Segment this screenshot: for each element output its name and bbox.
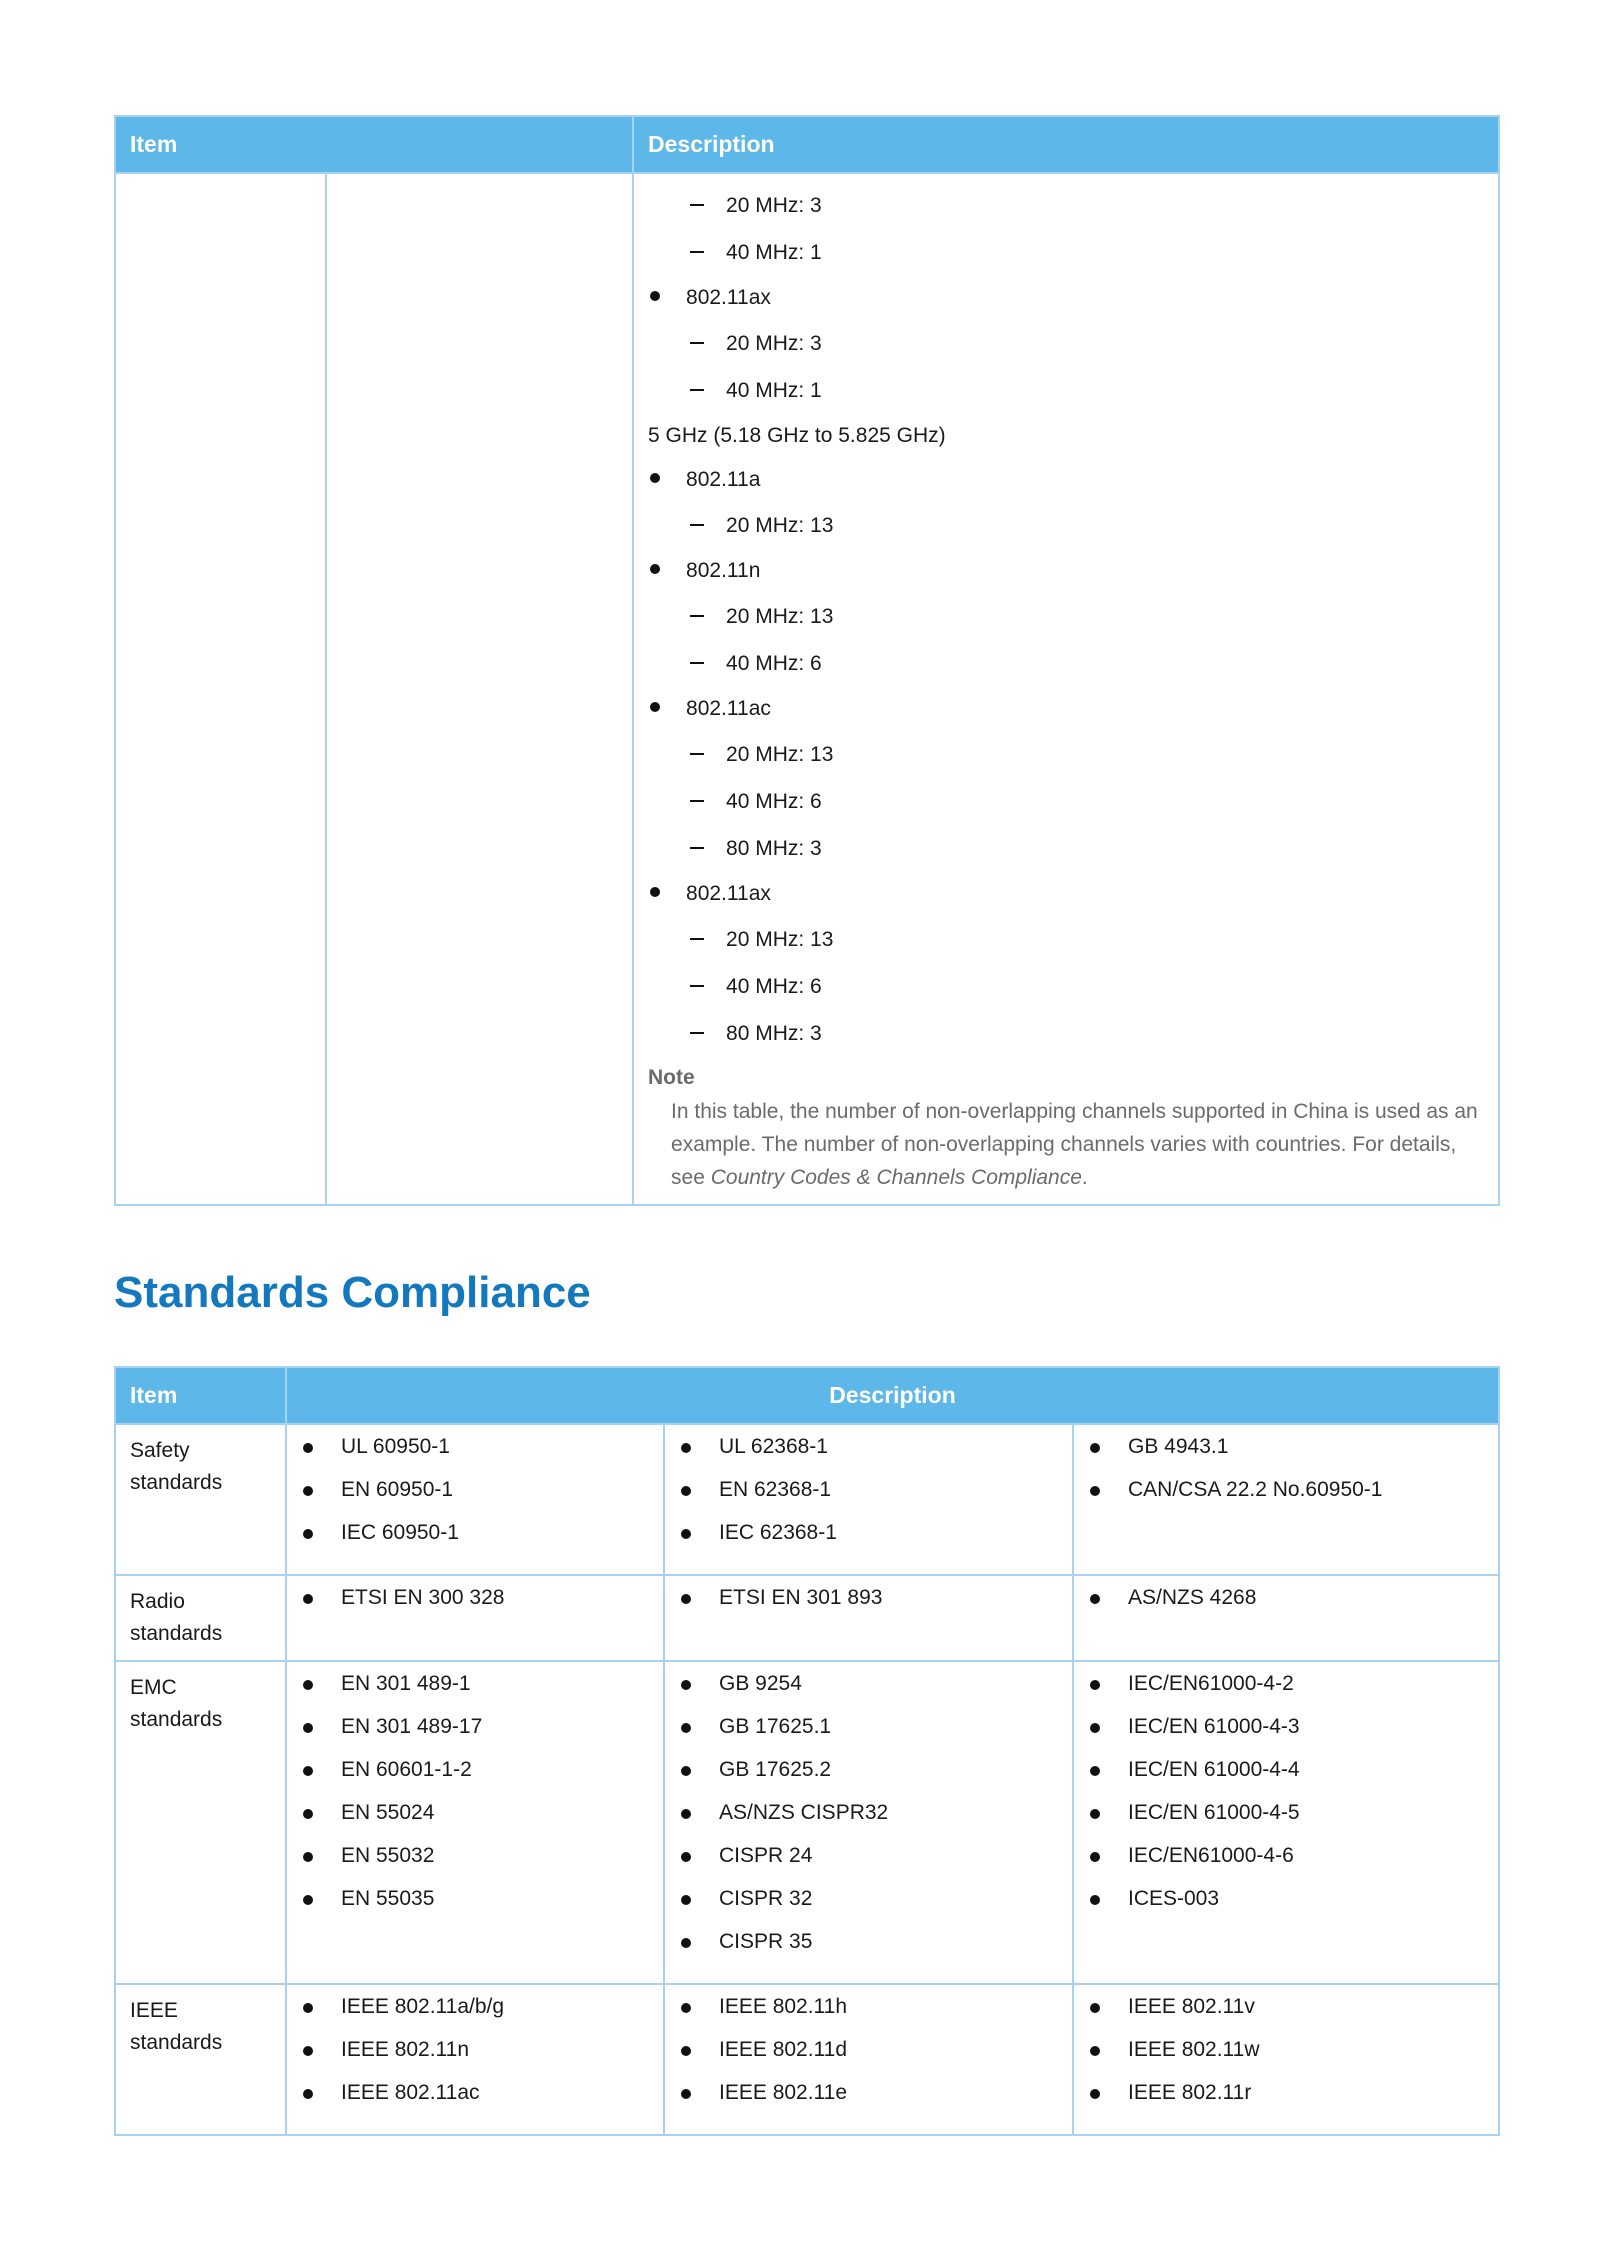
standard-name: IEC/EN 61000-4-3 <box>1128 1715 1300 1738</box>
list-item <box>1088 1478 1484 1521</box>
list-item <box>1088 2081 1484 2124</box>
bullet-icon <box>303 1852 313 1862</box>
note-text-after: . <box>1081 1166 1088 1189</box>
standard-name: IEC 62368-1 <box>719 1521 837 1544</box>
table-header-row <box>115 116 1499 173</box>
dash-icon <box>690 389 704 391</box>
bullet-icon <box>1090 2003 1100 2013</box>
bullet-icon <box>1090 1852 1100 1862</box>
bullet-icon <box>681 1809 691 1819</box>
bullet-icon <box>303 1680 313 1690</box>
line-text: 20 MHz: 13 <box>726 513 834 537</box>
standard-name: IEEE 802.11d <box>719 2038 848 2061</box>
list-item <box>1088 1758 1484 1801</box>
bullet-icon <box>681 1766 691 1776</box>
line-text: 80 MHz: 3 <box>726 1021 822 1045</box>
bullet-icon <box>681 1529 691 1539</box>
list-item <box>679 2081 1058 2124</box>
bullet-icon <box>1090 1594 1100 1604</box>
list-item <box>301 1521 649 1564</box>
dash-icon <box>690 985 704 987</box>
standard-name: IEEE 802.11w <box>1128 2038 1260 2061</box>
standard-name: AS/NZS 4268 <box>1128 1586 1257 1609</box>
dash-icon <box>690 753 704 755</box>
dash-icon <box>690 524 704 526</box>
standard-name: CISPR 24 <box>719 1844 813 1867</box>
dash-icon <box>690 847 704 849</box>
dash-icon <box>690 342 704 344</box>
bullet-icon <box>303 1443 313 1453</box>
list-item <box>1088 1801 1484 1844</box>
line-text: 20 MHz: 3 <box>726 331 822 355</box>
line-text: 802.11ac <box>686 697 771 720</box>
standards-list <box>301 1995 649 2124</box>
line-text: 802.11a <box>686 468 761 491</box>
line-text: 802.11ax <box>686 882 771 905</box>
list-item <box>301 1758 649 1801</box>
row-item-label: EMC standards <box>115 1661 286 1984</box>
standard-name: IEEE 802.11ac <box>341 2081 480 2104</box>
standards-cell <box>664 1661 1073 1984</box>
bullet-icon <box>681 1895 691 1905</box>
list-item <box>679 1930 1058 1973</box>
bullet-icon <box>650 564 660 574</box>
standard-name: GB 9254 <box>719 1672 802 1695</box>
list-item <box>679 1995 1058 2038</box>
bullet-icon <box>303 2046 313 2056</box>
section-title: Standards Compliance <box>114 1268 591 1317</box>
dash-item <box>648 320 1484 367</box>
row-item-label: IEEE standards <box>115 1984 286 2135</box>
standard-name: EN 60950-1 <box>341 1478 454 1501</box>
bullet-icon <box>1090 1895 1100 1905</box>
bullet-icon <box>650 291 660 301</box>
line-text: 802.11ax <box>686 286 771 309</box>
list-item <box>301 2038 649 2081</box>
line-text: 20 MHz: 13 <box>726 742 834 766</box>
list-item <box>679 1478 1058 1521</box>
standard-name: IEEE 802.11h <box>719 1995 848 2018</box>
bullet-icon <box>1090 1486 1100 1496</box>
dash-icon <box>690 662 704 664</box>
standard-name: AS/NZS CISPR32 <box>719 1801 889 1824</box>
note-link[interactable]: Country Codes & Channels Compliance <box>710 1166 1082 1189</box>
list-item <box>301 1801 649 1844</box>
standard-name: CISPR 35 <box>719 1930 813 1953</box>
dash-icon <box>690 1032 704 1034</box>
bullet-icon <box>303 1809 313 1819</box>
standards-list <box>1088 1586 1484 1629</box>
bullet-icon <box>681 1938 691 1948</box>
standards-list <box>1088 1435 1484 1521</box>
standards-list <box>1088 1995 1484 2124</box>
standard-name: IEC 60950-1 <box>341 1521 459 1544</box>
description-cell <box>633 173 1499 1205</box>
standards-cell <box>1073 1661 1499 1984</box>
bullet-icon <box>1090 1723 1100 1733</box>
note-label: Note <box>648 1066 695 1089</box>
line-text: 802.11n <box>686 559 761 582</box>
list-item <box>1088 1995 1484 2038</box>
dash-item <box>648 182 1484 229</box>
list-item <box>679 1672 1058 1715</box>
dash-item <box>648 778 1484 825</box>
list-item <box>301 1435 649 1478</box>
bullet-icon <box>681 1443 691 1453</box>
header-item: Item <box>115 1367 286 1424</box>
dash-item <box>648 825 1484 872</box>
standard-name: IEEE 802.11v <box>1128 1995 1255 2018</box>
table-row <box>115 1424 1499 1575</box>
standards-cell <box>1073 1424 1499 1575</box>
standard-name: ETSI EN 301 893 <box>719 1586 883 1609</box>
standard-name: CAN/CSA 22.2 No.60950-1 <box>1128 1478 1383 1501</box>
bullet-icon <box>303 2089 313 2099</box>
standards-list <box>301 1672 649 1930</box>
standards-body <box>115 1424 1499 2135</box>
bullet-icon <box>681 1594 691 1604</box>
bullet-icon <box>1090 1680 1100 1690</box>
list-item <box>679 1801 1058 1844</box>
dash-item <box>648 1010 1484 1057</box>
standard-name: IEEE 802.11a/b/g <box>341 1995 505 2018</box>
bullet-icon <box>303 1895 313 1905</box>
bullet-icon <box>681 1680 691 1690</box>
bullet-item <box>648 458 1484 502</box>
dash-item <box>648 916 1484 963</box>
line-text: 40 MHz: 6 <box>726 651 822 675</box>
list-item <box>679 1521 1058 1564</box>
list-item <box>1088 2038 1484 2081</box>
dash-item <box>648 731 1484 778</box>
list-item <box>1088 1672 1484 1715</box>
line-text: 40 MHz: 1 <box>726 240 822 264</box>
bullet-icon <box>1090 1443 1100 1453</box>
standards-list <box>1088 1672 1484 1930</box>
table-row <box>115 173 1499 1205</box>
list-item <box>301 1672 649 1715</box>
list-item <box>1088 1887 1484 1930</box>
list-item <box>301 1887 649 1930</box>
bullet-icon <box>1090 2046 1100 2056</box>
standards-cell <box>1073 1575 1499 1661</box>
bullet-icon <box>1090 1809 1100 1819</box>
list-item <box>301 1715 649 1758</box>
bullet-icon <box>681 1852 691 1862</box>
list-item <box>679 2038 1058 2081</box>
standards-list <box>301 1435 649 1564</box>
note-text-before: In this table, the number of non-overlapping channels supported in China is used as an example. The number of non-overlapping channels varies with countries. For details, see <box>671 1100 1478 1189</box>
standards-list <box>679 1435 1058 1564</box>
standard-name: CISPR 32 <box>719 1887 813 1910</box>
standards-cell <box>286 1984 664 2135</box>
standard-name: EN 55024 <box>341 1801 435 1824</box>
list-item <box>679 1887 1058 1930</box>
standard-name: GB 17625.1 <box>719 1715 832 1738</box>
line-text: 40 MHz: 6 <box>726 974 822 998</box>
list-item <box>1088 1715 1484 1758</box>
bullet-icon <box>650 887 660 897</box>
bullet-icon <box>681 1486 691 1496</box>
bullet-item <box>648 276 1484 320</box>
dash-item <box>648 593 1484 640</box>
standard-name: UL 62368-1 <box>719 1435 828 1458</box>
bullet-icon <box>303 1723 313 1733</box>
bullet-icon <box>303 1766 313 1776</box>
standards-cell <box>286 1575 664 1661</box>
line-text: 20 MHz: 13 <box>726 604 834 628</box>
standards-cell <box>664 1424 1073 1575</box>
dash-item <box>648 640 1484 687</box>
bullet-icon <box>1090 1766 1100 1776</box>
list-item <box>1088 1844 1484 1887</box>
standard-name: IEC/EN 61000-4-4 <box>1128 1758 1300 1781</box>
dash-icon <box>690 251 704 253</box>
item-cell-empty <box>115 173 326 1205</box>
bullet-icon <box>650 473 660 483</box>
list-item <box>301 1844 649 1887</box>
standard-name: ICES-003 <box>1128 1887 1220 1910</box>
bullet-icon <box>650 702 660 712</box>
standards-list <box>679 1586 1058 1629</box>
dash-icon <box>690 938 704 940</box>
standards-list <box>679 1672 1058 1973</box>
line-text: 40 MHz: 1 <box>726 378 822 402</box>
bullet-item <box>648 687 1484 731</box>
standards-cell <box>664 1984 1073 2135</box>
standard-name: EN 301 489-17 <box>341 1715 483 1738</box>
dash-icon <box>690 615 704 617</box>
standard-name: IEEE 802.11r <box>1128 2081 1252 2104</box>
standard-name: IEC/EN61000-4-6 <box>1128 1844 1294 1867</box>
bullet-item <box>648 872 1484 916</box>
header-description: Description <box>286 1367 1499 1424</box>
header-item: Item <box>115 116 633 173</box>
standards-cell <box>286 1661 664 1984</box>
header-description: Description <box>633 116 1499 173</box>
line-text: 40 MHz: 6 <box>726 789 822 813</box>
list-item <box>301 1995 649 2038</box>
standard-name: GB 17625.2 <box>719 1758 832 1781</box>
list-item <box>679 1844 1058 1887</box>
standard-name: EN 301 489-1 <box>341 1672 471 1695</box>
dash-item <box>648 229 1484 276</box>
table-row <box>115 1661 1499 1984</box>
table-header-row <box>115 1367 1499 1424</box>
list-item <box>301 1478 649 1521</box>
row-item-label: Safety standards <box>115 1424 286 1575</box>
list-item <box>1088 1435 1484 1478</box>
list-item <box>301 2081 649 2124</box>
subitem-cell-empty <box>326 173 633 1205</box>
standard-name: IEC/EN 61000-4-5 <box>1128 1801 1300 1824</box>
channels-table <box>114 115 1500 1206</box>
table-row <box>115 1575 1499 1661</box>
list-item <box>679 1586 1058 1629</box>
bullet-icon <box>1090 2089 1100 2099</box>
list-item <box>301 1586 649 1629</box>
bullet-icon <box>681 2003 691 2013</box>
line-text: 80 MHz: 3 <box>726 836 822 860</box>
standard-name: GB 4943.1 <box>1128 1435 1229 1458</box>
bullet-icon <box>681 1723 691 1733</box>
row-item-label: Radio standards <box>115 1575 286 1661</box>
standard-name: EN 55032 <box>341 1844 435 1867</box>
standard-name: IEEE 802.11n <box>341 2038 470 2061</box>
line-text: 20 MHz: 3 <box>726 193 822 217</box>
line-text: 20 MHz: 13 <box>726 927 834 951</box>
channel-list <box>648 182 1484 1057</box>
standard-name: ETSI EN 300 328 <box>341 1586 505 1609</box>
band-label <box>648 414 1484 458</box>
standards-cell <box>1073 1984 1499 2135</box>
dash-item <box>648 963 1484 1010</box>
standard-name: IEEE 802.11e <box>719 2081 848 2104</box>
standards-table <box>114 1366 1500 2136</box>
bullet-icon <box>303 1486 313 1496</box>
bullet-item <box>648 549 1484 593</box>
bullet-icon <box>303 1594 313 1604</box>
standards-cell <box>286 1424 664 1575</box>
dash-icon <box>690 204 704 206</box>
line-text: 5 GHz (5.18 GHz to 5.825 GHz) <box>648 424 946 447</box>
list-item <box>679 1715 1058 1758</box>
bullet-icon <box>681 2046 691 2056</box>
standard-name: EN 62368-1 <box>719 1478 832 1501</box>
bullet-icon <box>303 2003 313 2013</box>
standard-name: UL 60950-1 <box>341 1435 450 1458</box>
list-item <box>679 1435 1058 1478</box>
standards-list <box>679 1995 1058 2124</box>
standards-cell <box>664 1575 1073 1661</box>
table-row <box>115 1984 1499 2135</box>
dash-item <box>648 367 1484 414</box>
dash-icon <box>690 800 704 802</box>
list-item <box>679 1758 1058 1801</box>
note-text <box>648 1095 1484 1196</box>
list-item <box>1088 1586 1484 1629</box>
bullet-icon <box>681 2089 691 2099</box>
standard-name: EN 60601-1-2 <box>341 1758 472 1781</box>
standard-name: EN 55035 <box>341 1887 435 1910</box>
dash-item <box>648 502 1484 549</box>
bullet-icon <box>303 1529 313 1539</box>
standards-list <box>301 1586 649 1629</box>
standard-name: IEC/EN61000-4-2 <box>1128 1672 1294 1695</box>
